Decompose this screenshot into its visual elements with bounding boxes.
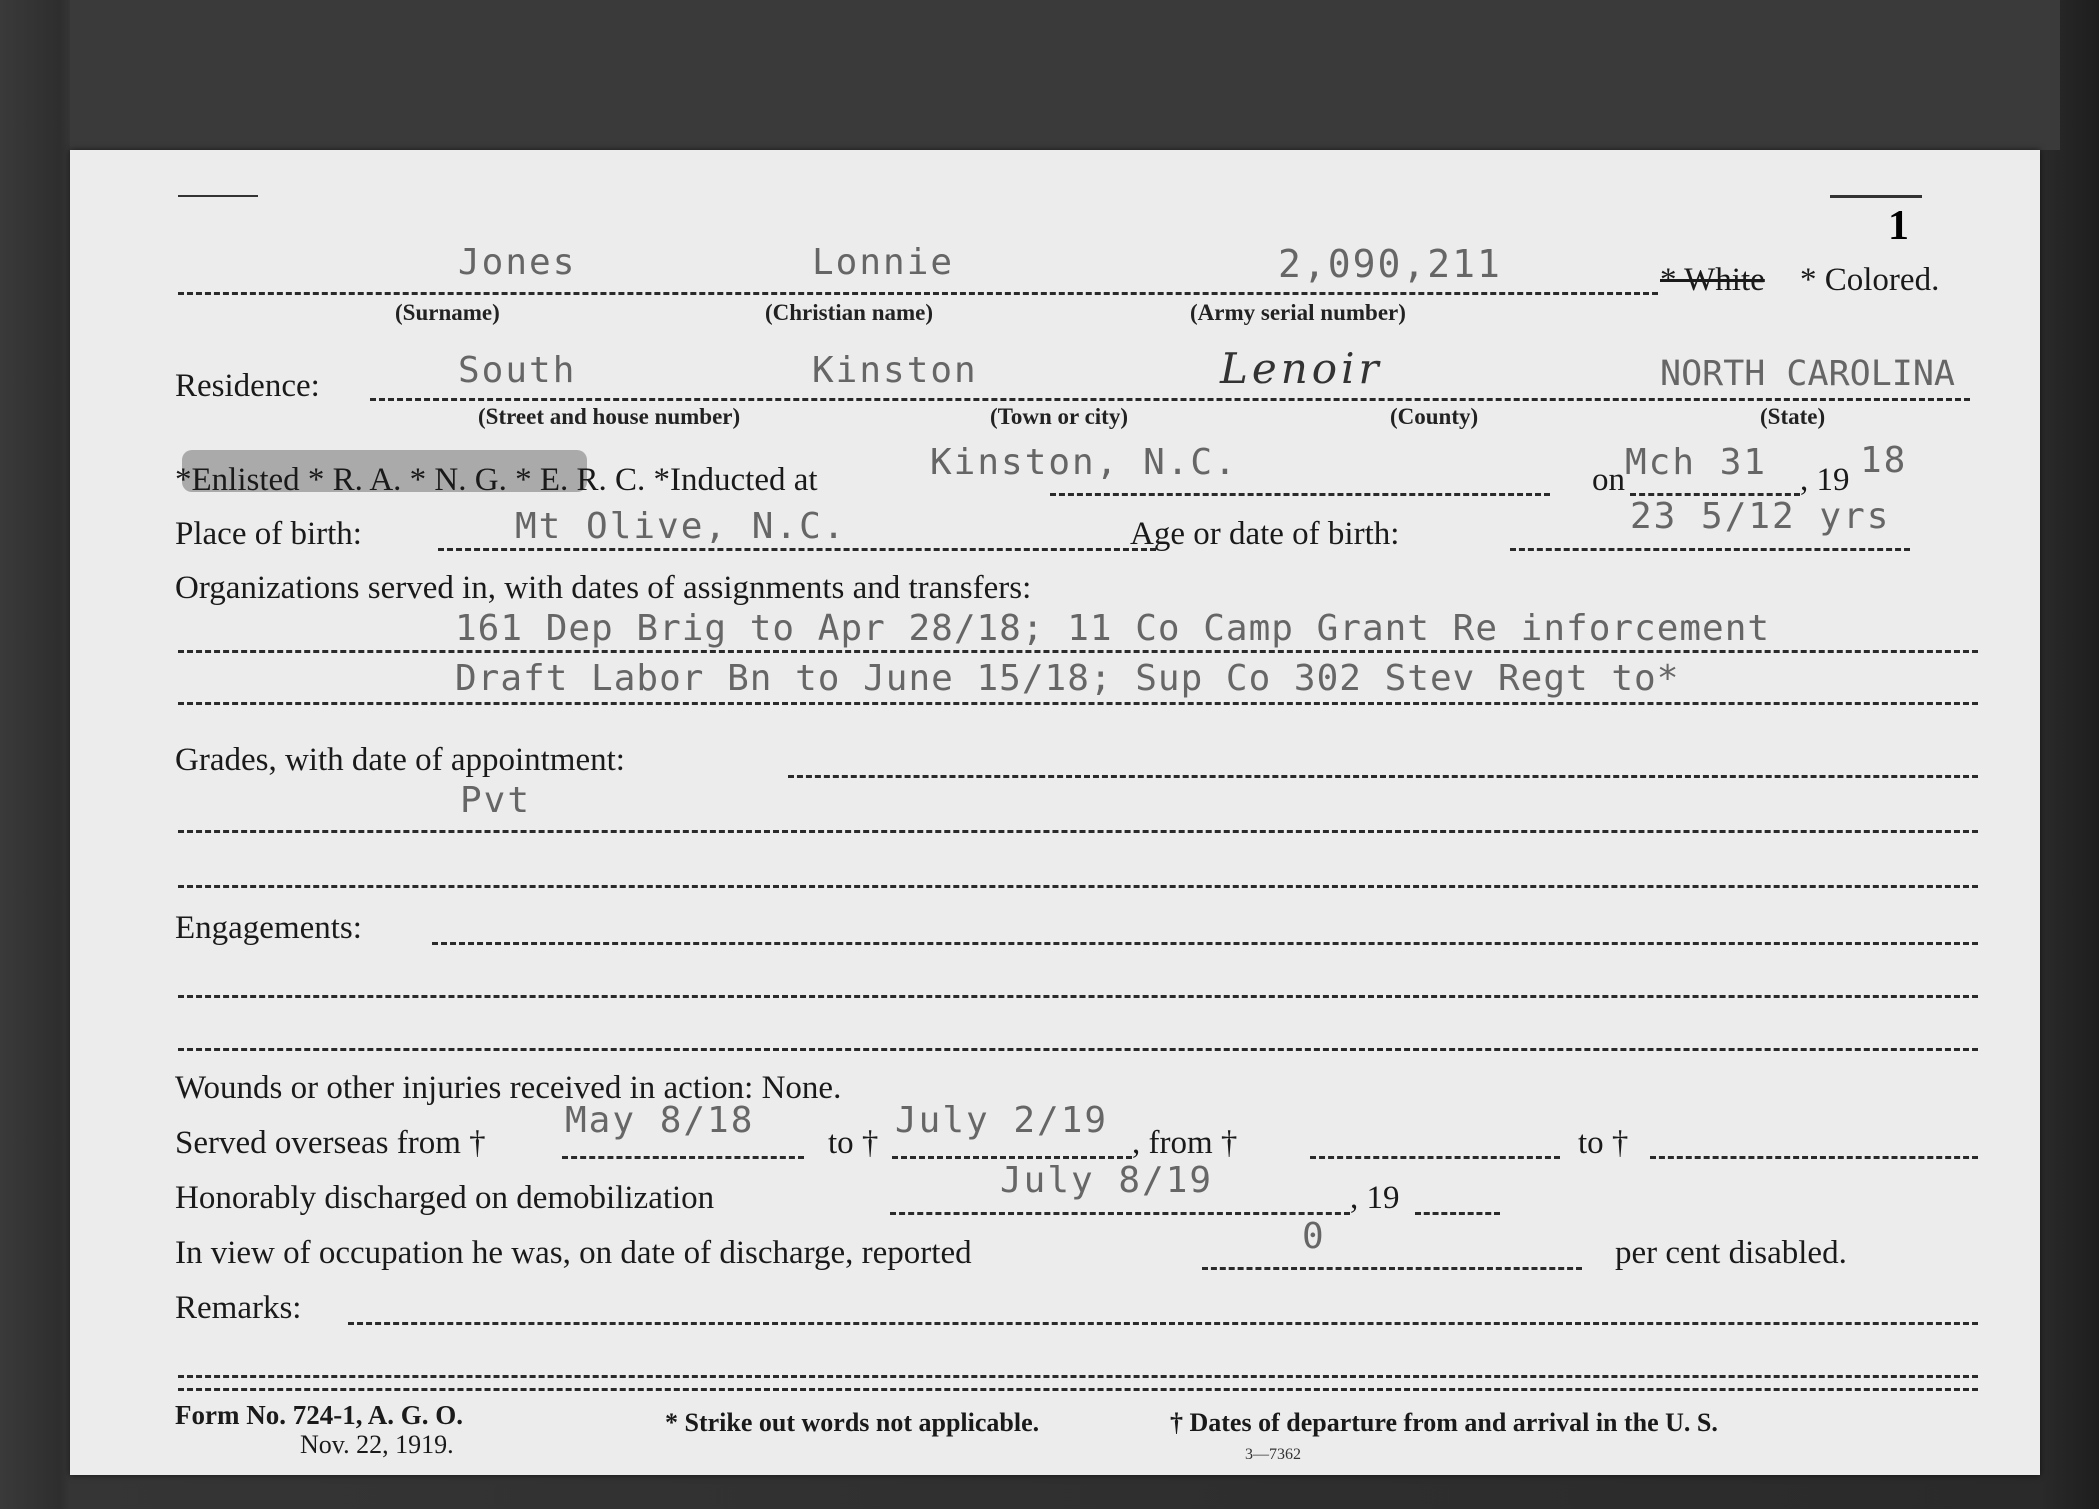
birthplace-line (438, 548, 1156, 551)
birthplace-label: Place of birth: (175, 516, 362, 552)
residence-state-caption: (State) (1760, 404, 1826, 429)
disability-value: 0 (1302, 1216, 1326, 1257)
grades-label: Grades, with date of appointment: (175, 742, 625, 778)
race-white-option: * White (1660, 262, 1765, 298)
form-number: Form No. 724-1, A. G. O. (175, 1400, 463, 1430)
overseas-to-label: to † (828, 1125, 879, 1161)
residence-line (370, 398, 1970, 401)
overseas-from2-label: , from † (1132, 1125, 1238, 1161)
residence-town-value: Kinston (812, 350, 978, 391)
overseas-from2-line (1310, 1156, 1560, 1159)
age-value: 23 5/12 yrs (1630, 496, 1891, 537)
residence-county-value: Lenoir (1220, 344, 1383, 393)
race-colored-option: * Colored. (1800, 262, 1940, 298)
disability-label: In view of occupation he was, on date of discharge, reported (175, 1235, 972, 1271)
residence-town-caption: (Town or city) (990, 404, 1128, 429)
christian-name-value: Lonnie (812, 242, 955, 283)
disability-line (1202, 1267, 1582, 1270)
engagements-line2 (178, 1048, 1978, 1051)
overseas-to2-label: to † (1578, 1125, 1629, 1161)
top-right-rule (1830, 195, 1922, 198)
overseas-from-label: Served overseas from † (175, 1125, 486, 1161)
organizations-label: Organizations served in, with dates of assignments and transfers: (175, 570, 1032, 606)
overseas-from-value: May 8/18 (565, 1100, 755, 1141)
discharge-label: Honorably discharged on demobilization (175, 1180, 715, 1216)
grades-value: Pvt (460, 780, 532, 821)
form-date: Nov. 22, 1919. (300, 1430, 454, 1459)
age-label: Age or date of birth: (1130, 516, 1400, 552)
disability-suffix: per cent disabled. (1615, 1235, 1847, 1271)
surname-value: Jones (458, 242, 577, 283)
organizations-line1 (178, 650, 1978, 653)
wounds-label: Wounds or other injuries received in action: None. (175, 1070, 842, 1106)
remarks-line2 (178, 1388, 1978, 1391)
christian-name-caption: (Christian name) (765, 300, 934, 325)
discharge-date-line (890, 1212, 1350, 1215)
engagements-label: Engagements: (175, 910, 362, 946)
organizations-line2 (178, 702, 1978, 705)
age-line (1510, 548, 1910, 551)
overseas-to2-line (1650, 1156, 1978, 1159)
serial-number-caption: (Army serial number) (1190, 300, 1406, 325)
remarks-line0 (348, 1322, 1978, 1325)
residence-state-value: NORTH CAROLINA (1660, 354, 1956, 394)
overseas-from-line (562, 1156, 804, 1159)
grades-line0 (788, 775, 1978, 778)
organizations-line1-value: 161 Dep Brig to Apr 28/18; 11 Co Camp Grant Re inforcement (455, 608, 1771, 649)
induction-place-line (1050, 493, 1550, 496)
induction-year-value: 18 (1860, 440, 1908, 481)
residence-county-caption: (County) (1390, 404, 1479, 429)
residence-street-value: South (458, 350, 577, 391)
surname-caption: (Surname) (395, 300, 500, 325)
engagements-line0 (432, 942, 1978, 945)
print-code: 3—7362 (1245, 1446, 1301, 1463)
overseas-to-line (892, 1156, 1132, 1159)
organizations-line2-value: Draft Labor Bn to June 15/18; Sup Co 302 Stev Regt to* (455, 658, 1680, 699)
engagements-line1 (178, 995, 1978, 998)
service-record-card (70, 150, 2040, 1475)
remarks-line1 (178, 1375, 1978, 1378)
footnote-strike-out: * Strike out words not applicable. (665, 1408, 1040, 1437)
birthplace-value: Mt Olive, N.C. (515, 506, 847, 547)
name-line (178, 292, 1658, 295)
induction-place-value: Kinston, N.C. (930, 442, 1238, 483)
footnote-dates: † Dates of departure from and arrival in the U. S. (1170, 1408, 1718, 1437)
induction-year-prefix: , 19 (1800, 462, 1850, 498)
grades-line1 (178, 830, 1978, 833)
scan-top-band (70, 0, 2060, 150)
top-left-rule (178, 195, 258, 197)
residence-street-caption: (Street and house number) (478, 404, 741, 429)
discharge-year-label: , 19 (1350, 1180, 1400, 1216)
discharge-date-value: July 8/19 (1000, 1160, 1214, 1201)
residence-label: Residence: (175, 368, 320, 404)
grades-line2 (178, 885, 1978, 888)
induction-on-label: on (1592, 462, 1625, 498)
remarks-label: Remarks: (175, 1290, 302, 1326)
overseas-to-value: July 2/19 (895, 1100, 1109, 1141)
card-number: 1 (1888, 203, 1909, 249)
enlistment-label: *Enlisted * R. A. * N. G. * E. R. C. *Inducted at (175, 462, 818, 498)
serial-number-value: 2,090,211 (1278, 242, 1502, 286)
induction-date-value: Mch 31 (1625, 442, 1768, 483)
discharge-year-line (1415, 1212, 1500, 1215)
